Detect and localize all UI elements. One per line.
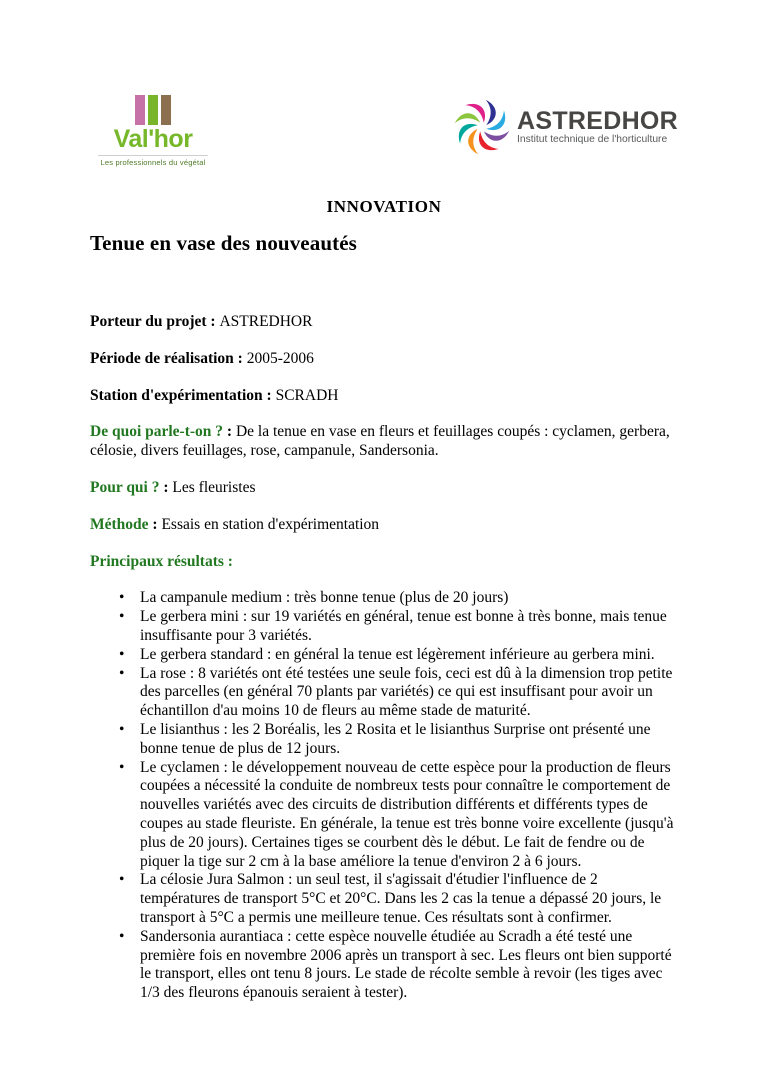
field-station bbox=[90, 387, 680, 406]
page-title: Tenue en vase des nouveautés bbox=[90, 231, 357, 255]
list-item: • La campanule medium : très bonne tenue (plus de 20 jours) bbox=[90, 589, 680, 608]
field-separator: : bbox=[262, 386, 276, 404]
field-de-quoi bbox=[90, 423, 680, 461]
valhor-wordmark: Val'hor bbox=[113, 125, 193, 153]
section-kicker: INNOVATION bbox=[326, 197, 442, 216]
valhor-stripes-icon bbox=[98, 95, 208, 125]
astredhor-text-block bbox=[517, 109, 678, 145]
valhor-logo bbox=[98, 95, 208, 167]
field-value: 2005-2006 bbox=[246, 349, 314, 367]
results-label: Principaux résultats : bbox=[90, 552, 233, 570]
list-item: • Le gerbera mini : sur 19 variétés en général, tenue est bonne à très bonne, mais tenue insuffisante pour 3 variétés. bbox=[90, 608, 680, 646]
field-separator: : bbox=[159, 478, 173, 496]
astredhor-logo bbox=[451, 96, 678, 158]
astredhor-wordmark: ASTREDHOR bbox=[517, 107, 679, 135]
field-pour-qui bbox=[90, 479, 680, 498]
field-methode bbox=[90, 516, 680, 535]
list-item: • La célosie Jura Salmon : un seul test, il s'agissait d'étudier l'influence de 2 températures de transport 5°C et 20°C. Dans les 2 cas la tenue a dépassé 20 jours, le transport à 5°C a permis une meilleure tenue. Ces résultats sont à confirmer. bbox=[90, 871, 680, 927]
results-list bbox=[90, 589, 680, 1003]
list-item: • Le gerbera standard : en général la tenue est légèrement inférieure au gerbera mini. bbox=[90, 646, 680, 665]
valhor-stripe-brown bbox=[161, 95, 171, 125]
field-separator: : bbox=[148, 515, 162, 533]
field-label: Méthode bbox=[90, 515, 149, 533]
list-item: • Le cyclamen : le développement nouveau de cette espèce pour la production de fleurs coupées a nécessité la conduite de nombreux tests pour connaître le comportement de nouvelles variétés avec des circuits de distribution différents et différents types de coupes au stade fleuriste. En générale, la tenue est très bonne voire excellente (jusqu'à plus de 20 jours). Certaines tiges se courbent dès le début. Le fait de fendre ou de piquer la tige sur 2 cm à la base améliore la tenue d'environ 2 à 6 jours. bbox=[90, 759, 680, 872]
list-item: • Le lisianthus : les 2 Boréalis, les 2 Rosita et le lisianthus Surprise ont présenté une bonne tenue de plus de 12 jours. bbox=[90, 721, 680, 759]
astredhor-flower-icon bbox=[451, 96, 513, 158]
field-porteur bbox=[90, 313, 680, 332]
astredhor-tagline: Institut technique de l'horticulture bbox=[517, 134, 668, 145]
valhor-stripe-green bbox=[148, 95, 158, 125]
field-periode bbox=[90, 350, 680, 369]
field-label: Pour qui ? bbox=[90, 478, 160, 496]
field-value: De la tenue en vase en fleurs et feuillages coupés : cyclamen, gerbera, célosie, divers feuillages, rose, campanule, Sandersonia. bbox=[90, 423, 670, 460]
field-value: Essais en station d'expérimentation bbox=[161, 515, 380, 533]
field-value: Les fleuristes bbox=[172, 478, 256, 496]
list-item: • Sandersonia aurantiaca : cette espèce nouvelle étudiée au Scradh a été testé une première fois en novembre 2006 après un transport à sec. Les fleurs ont bien supporté le transport, elles ont tenu 8 jours. Le stade de récolte semble à revoir (les tiges avec 1/3 des fleurons épanouis seraient à tester). bbox=[90, 928, 680, 1003]
field-value: SCRADH bbox=[275, 386, 339, 404]
field-value: ASTREDHOR bbox=[219, 313, 313, 330]
valhor-tagline: Les professionnels du végétal bbox=[98, 155, 208, 167]
valhor-stripe-pink bbox=[135, 95, 145, 125]
field-separator: : bbox=[206, 313, 220, 330]
results-heading bbox=[90, 553, 680, 572]
field-separator: : bbox=[233, 349, 247, 367]
list-item: • La rose : 8 variétés ont été testées une seule fois, ceci est dû à la dimension trop petite des parcelles (en général 70 plants par variétés) ce qui est insuffisant pour avoir un échantillon d'au moins 10 de fleurs au même stade de maturité. bbox=[90, 665, 680, 721]
field-separator: : bbox=[223, 423, 236, 441]
field-label: Période de réalisation bbox=[90, 349, 234, 367]
field-label: Station d'expérimentation bbox=[90, 386, 263, 404]
field-label: Porteur du projet bbox=[90, 313, 207, 330]
field-label: De quoi parle-t-on ? bbox=[90, 423, 224, 441]
document-content bbox=[90, 313, 680, 1003]
